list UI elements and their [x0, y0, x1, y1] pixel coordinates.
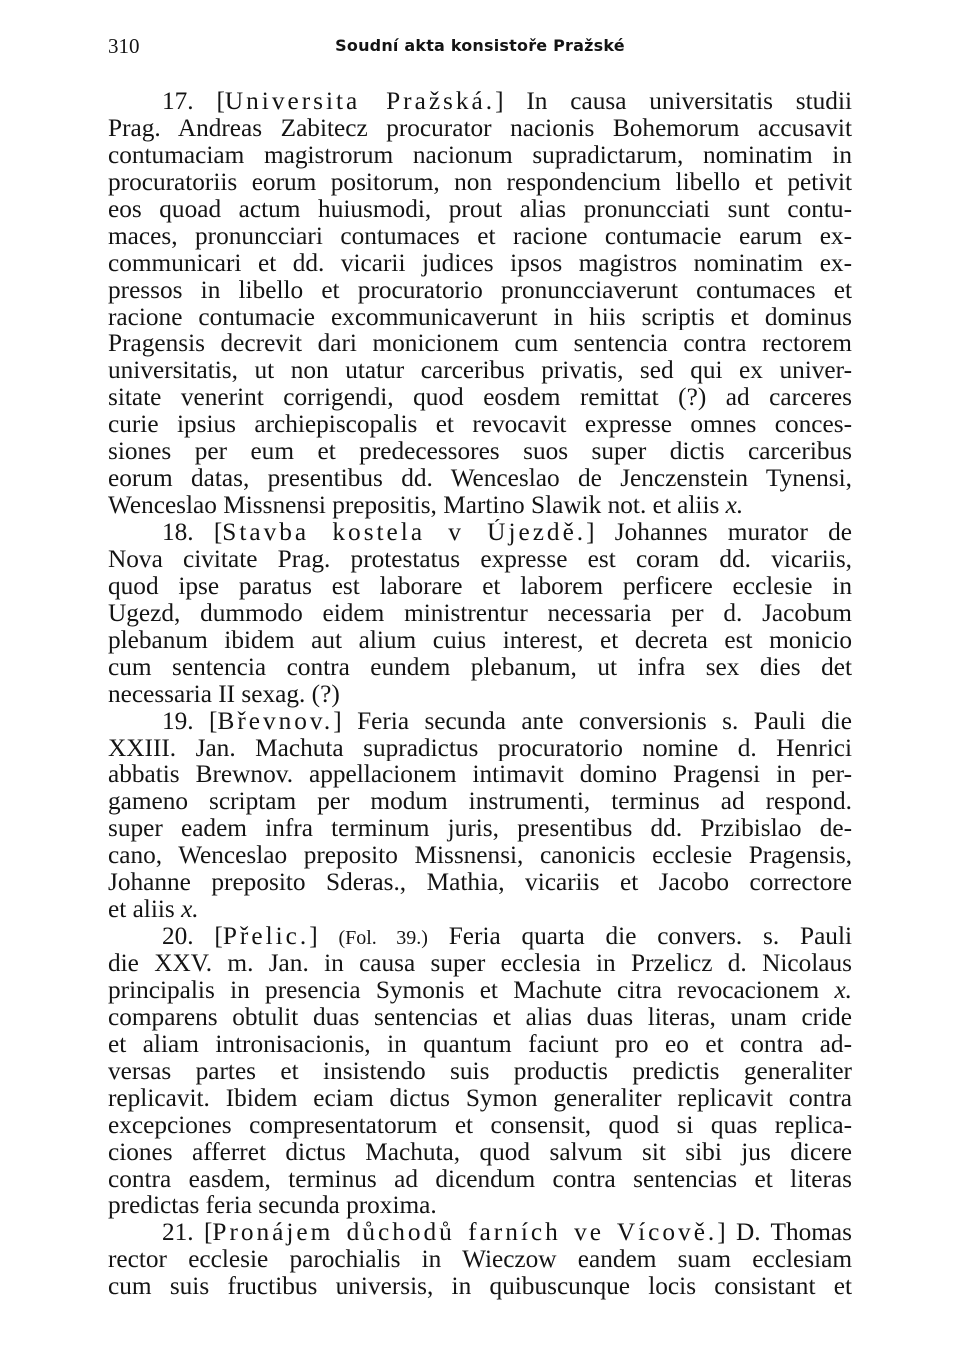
text-line: [108, 169, 852, 196]
text-segment: sitate venerint corrigendi, quod eosdem remittat (?) ad carceres: [108, 384, 852, 412]
text-line: [108, 411, 852, 438]
text-segment: ] Feria secunda ante conversionis s. Pauli die: [333, 707, 852, 735]
text-line: [108, 842, 852, 869]
text-segment: cano, Wenceslao preposito Missnensi, canonicis ecclesie Pragensis,: [108, 842, 852, 870]
text-line: [108, 1219, 852, 1246]
text-segment: eos quoad actum huiusmodi, prout alias pronuncciati sunt contu-: [108, 195, 852, 223]
section-heading: Břevnov.: [217, 707, 334, 735]
text-segment: 21. [: [162, 1219, 213, 1247]
text-segment: principalis in presencia Symonis et Machute citra revocacionem: [108, 976, 835, 1004]
page-header: [108, 34, 852, 60]
text-line: [108, 142, 852, 169]
text-segment: siones per eum et predecessores suos super dictis carceribus: [108, 438, 852, 466]
text-segment: contra easdem, terminus ad dicendum contra sentencias et literas: [108, 1165, 852, 1193]
text-segment: comparens obtulit duas sentencias et alias duas literas, unam cride: [108, 1003, 852, 1031]
text-line: [108, 1192, 852, 1219]
text-segment: rector ecclesie parochialis in Wieczow eandem suam ecclesiam: [108, 1246, 852, 1274]
text-line: [108, 977, 852, 1004]
text-line: [108, 600, 852, 627]
text-line: [108, 1139, 852, 1166]
text-segment: curie ipsius archiepiscopalis et revocavit expresse omnes conces-: [108, 411, 852, 439]
text-segment: ] D. Thomas: [717, 1219, 852, 1247]
text-line: [108, 357, 852, 384]
text-segment: ciones afferret dictus Machuta, quod salvum sit sibi jus dicere: [108, 1138, 852, 1166]
text-segment: 20. [: [162, 923, 223, 950]
section-heading: Přelic.: [222, 923, 310, 950]
text-line: [108, 573, 852, 600]
text-line: [108, 708, 852, 735]
text-segment: 18. [: [162, 519, 223, 546]
text-line: [108, 681, 852, 708]
text-line: [108, 465, 852, 492]
text-line: [108, 115, 852, 142]
text-segment: x.: [834, 976, 852, 1004]
text-segment: super eadem infra terminum juris, presentibus dd. Przibislao de-: [108, 815, 852, 843]
text-segment: eorum datas, presentibus dd. Wenceslao de Jenczenstein Tynensi,: [108, 465, 852, 493]
text-line: [108, 1273, 852, 1300]
text-segment: (Fol. 39.): [338, 927, 428, 950]
text-line: [108, 627, 852, 654]
text-segment: Feria quarta die convers. s. Pauli: [427, 923, 852, 950]
text-line: [108, 761, 852, 788]
text-line: [108, 1112, 852, 1139]
text-line: [108, 815, 852, 842]
text-segment: ]: [309, 923, 339, 950]
text-segment: et aliis: [108, 896, 182, 924]
text-line: [108, 1166, 852, 1193]
text-segment: gameno scriptam per modum instrumenti, terminus ad respond.: [108, 788, 852, 816]
text-segment: contumaciam magistrorum nacionum supradictarum, nominatim in: [108, 141, 852, 169]
text-segment: x.: [725, 492, 744, 519]
section-heading: Pronájem důchodů farních ve Vícově.: [212, 1219, 718, 1247]
text-segment: x.: [181, 896, 199, 924]
text-segment: cum suis fructibus universis, in quibuscunque locis consistant et: [108, 1273, 852, 1301]
text-segment: Wenceslao Missnensi prepositis, Martino Slawik not. et aliis: [108, 492, 726, 519]
section-heading: Universita Pražská.: [224, 88, 496, 115]
text-segment: 17. [: [162, 88, 225, 115]
text-segment: predictas feria secunda proxima.: [108, 1192, 437, 1220]
text-segment: necessaria II sexag. (?): [108, 680, 340, 708]
text-segment: et aliam intronisacionis, in quantum faciunt pro eo et contra ad-: [108, 1030, 852, 1058]
text-segment: XXIII. Jan. Machuta supradictus procuratorio nomine d. Henrici: [108, 734, 852, 762]
text-line: [108, 1058, 852, 1085]
text-segment: maces, pronuncciari contumaces et racione contumacie earum ex-: [108, 222, 852, 250]
text-line: [108, 788, 852, 815]
text-line: [108, 896, 852, 923]
text-segment: cum sentencia contra eundem plebanum, ut infra sex dies det: [108, 653, 852, 681]
text-segment: replicavit. Ibidem eciam dictus Symon generaliter replicavit contra: [108, 1084, 852, 1112]
text-segment: procuratoriis eorum positorum, non respondencium libello et petivit: [108, 168, 852, 196]
text-line: [108, 304, 852, 331]
text-line: [108, 654, 852, 681]
text-line: [108, 223, 852, 250]
text-segment: pressos in libello et procuratorio pronuncciaverunt contumaces et: [108, 276, 852, 304]
text-line: [108, 250, 852, 277]
text-line: [108, 1004, 852, 1031]
text-line: [108, 384, 852, 411]
text-line: [108, 438, 852, 465]
text-line: [108, 330, 852, 357]
document-body: [108, 88, 852, 1300]
text-segment: excepciones compresentatorum et consensit, quod si quas replica-: [108, 1111, 852, 1139]
text-segment: universitatis, ut non utatur carceribus privatis, sed qui ex univer-: [108, 357, 852, 385]
text-segment: Pragensis decrevit dari monicionem cum sentencia contra rectorem: [108, 330, 852, 358]
page-number: 310: [108, 34, 140, 58]
text-segment: racione contumacie excommunicaverunt in hiis scriptis et dominus: [108, 303, 852, 331]
text-segment: versas partes et insistendo suis productis predictis generaliter: [108, 1057, 852, 1085]
text-line: [108, 492, 852, 519]
running-title: Soudní akta konsistoře Pražské: [335, 36, 625, 55]
text-line: [108, 519, 852, 546]
text-segment: 19. [: [162, 707, 218, 735]
text-line: [108, 277, 852, 304]
text-segment: ] Johannes murator de: [586, 519, 852, 546]
text-segment: plebanum ibidem aut alium cuius interest, et decreta est monicio: [108, 626, 852, 654]
text-segment: Ugezd, dummodo eidem ministrentur necessaria per d. Jacobum: [108, 599, 852, 627]
text-line: [108, 1085, 852, 1112]
text-line: [108, 869, 852, 896]
text-segment: Nova civitate Prag. protestatus expresse est coram dd. vicariis,: [108, 545, 852, 573]
text-line: [108, 923, 852, 950]
text-line: [108, 1031, 852, 1058]
text-segment: communicari et dd. vicarii judices ipsos magistros nominatim ex-: [108, 249, 852, 277]
text-segment: ] In causa universitatis studii: [495, 88, 852, 115]
text-segment: die XXV. m. Jan. in causa super ecclesia in Przelicz d. Nicolaus: [108, 950, 852, 977]
text-line: [108, 546, 852, 573]
text-segment: abbatis Brewnov. appellacionem intimavit domino Pragensi in per-: [108, 761, 852, 789]
section-heading: Stavba kostela v Újezdě.: [222, 519, 587, 546]
text-line: [108, 735, 852, 762]
text-segment: quod ipse paratus est laborare et laborem perficere ecclesie in: [108, 572, 852, 600]
text-line: [108, 950, 852, 977]
text-line: [108, 196, 852, 223]
text-segment: Johanne preposito Sderas., Mathia, vicariis et Jacobo correctore: [108, 869, 852, 897]
text-line: [108, 1246, 852, 1273]
text-segment: Prag. Andreas Zabitecz procurator nacionis Bohemorum accusavit: [108, 114, 852, 142]
text-line: [108, 88, 852, 115]
